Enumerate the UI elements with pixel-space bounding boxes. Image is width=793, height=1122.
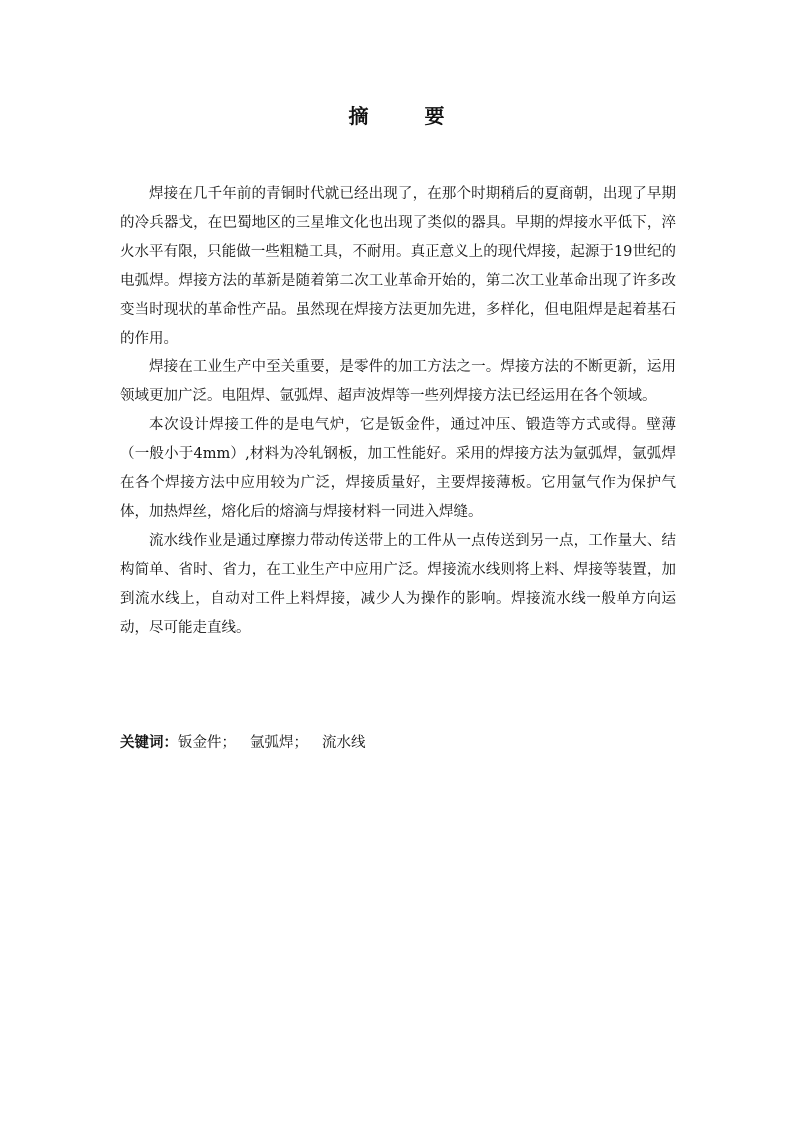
paragraph-2: 焊接在工业生产中至关重要，是零件的加工方法之一。焊接方法的不断更新，运用领域更加广泛。电阻焊、氩弧焊、超声波焊等一些列焊接方法已经运用在各个领域。: [120, 359, 676, 405]
paragraph-1: 焊接在几千年前的青铜时代就已经出现了，在那个时期稍后的夏商朝，出现了早期的冷兵器戈，在巴蜀地区的三星堆文化也出现了类似的器具。早期的焊接水平低下，淬火水平有限，只能做一些粗糙工具，不耐用。真正意义上的现代焊接，起源于19世纪的电弧焊。焊接方法的革新是随着第二次工业革命开始的，第二次工业革命出现了许多改变当时现状的革命性产品。虽然现在焊接方法更加先进，多样化，但电阻焊是起着基石的作用。: [120, 186, 676, 347]
paragraph-3: 本次设计焊接工件的是电气炉，它是钣金件，通过冲压、锻造等方式或得。壁薄（一般小于4mm）,材料为冷轧钢板，加工性能好。采用的焊接方法为氩弧焊，氩弧焊在各个焊接方法中应用较为广泛，焊接质量好，主要焊接薄板。它用氩气作为保护气体，加热焊丝，熔化后的熔滴与焊接材料一同进入焊缝。: [120, 417, 676, 520]
abstract-body: [120, 180, 676, 643]
keyword-item: 氩弧焊；: [250, 735, 308, 751]
abstract-title: 摘 要: [348, 104, 463, 128]
keywords-line: [120, 730, 366, 756]
keywords-label: 关键词：: [120, 734, 178, 751]
keyword-item: 钣金件；: [178, 735, 236, 751]
keyword-item: 流水线: [322, 735, 366, 751]
paragraph-4: 流水线作业是通过摩擦力带动传送带上的工件从一点传送到另一点，工作量大、结构简单、省时、省力，在工业生产中应用广泛。焊接流水线则将上料、焊接等装置，加到流水线上，自动对工件上料焊接，减少人为操作的影响。焊接流水线一般单方向运动，尽可能走直线。: [120, 532, 676, 636]
